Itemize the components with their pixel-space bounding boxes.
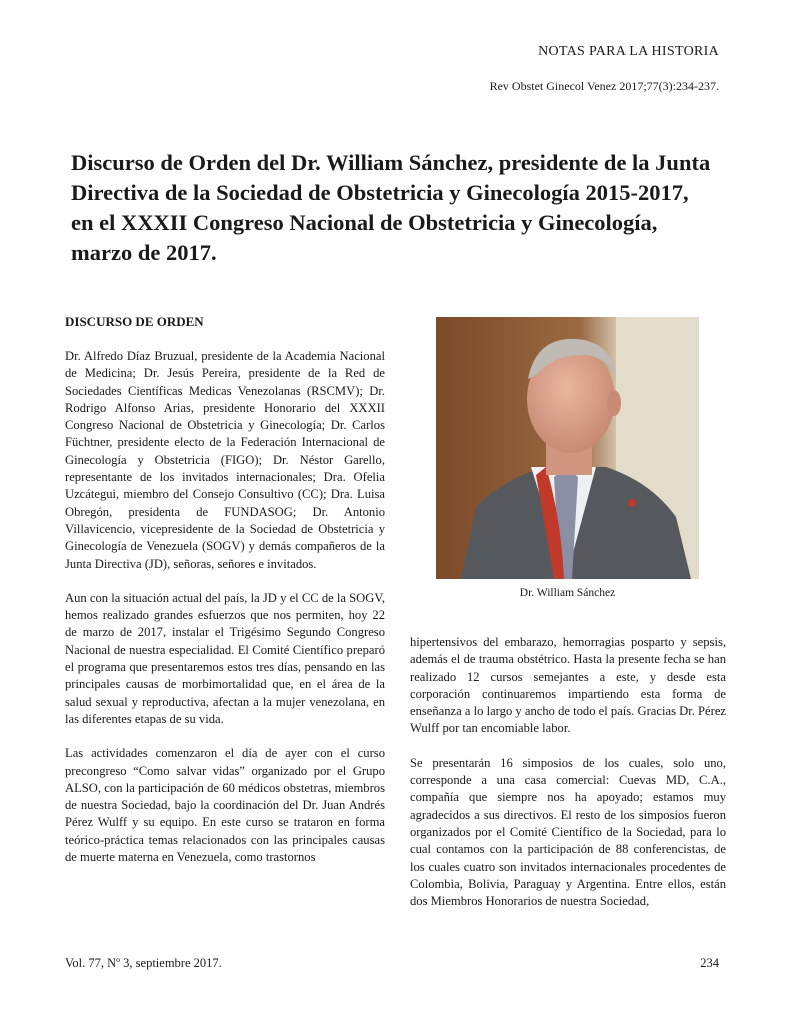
body-paragraph: Se presentarán 16 simposios de los cuales, solo uno, corresponde a una casa comercial: Cuevas MD, C.A., compañía que siempre nos ha apoyado; estamos muy agradecidos a sus directivos. El resto de los simposios fueron organizados por el Comité Científico de la Sociedad, para lo cual contamos con la participación de 88 conferencistas, de los cuales cuatro son invitados internacionales procedentes de Colombia, Bolivia, Paraguay y Argentina. Entre ellos, están dos Miembros Honorarios de nuestra Sociedad, (410, 755, 726, 909)
citation: Rev Obstet Ginecol Venez 2017;77(3):234-237. (489, 79, 719, 93)
page-number: 234 (700, 956, 719, 970)
section-label: NOTAS PARA LA HISTORIA (538, 44, 719, 59)
portrait-photo (436, 317, 699, 579)
body-paragraph: hipertensivos del embarazo, hemorragias posparto y sepsis, además el de trauma obstétrico. Hasta la presente fecha se han realizado 12 cursos semejantes a este, y desde esta corporación continuaremos impartiendo esta forma de enseñanza a lo largo y ancho de todo el país. Gracias Dr. Pérez Wulff por tan encomiable labor. (410, 635, 726, 736)
article-title: Discurso de Orden del Dr. William Sánchez, presidente de la Junta Directiva de la Sociedad de Obstetricia y Ginecología 2015-2017, en el XXXII Congreso Nacional de Obstetricia y Ginecología, marzo de 2017. (71, 150, 711, 265)
section-heading: DISCURSO DE ORDEN (65, 314, 204, 329)
body-paragraph: Las actividades comenzaron el día de ayer con el curso precongreso “Como salvar vidas” organizado por el Grupo ALSO, con la participación de 60 médicos obstetras, miembros de nuestra Sociedad, bajo la coordinación del Dr. Juan Andrés Pérez Wulff y su equipo. En este curso se trataron en forma teórico-práctica temas relacionados con las principales causas de muerte materna en Venezuela, como trastornos (65, 746, 385, 865)
right-column (410, 634, 726, 927)
body-paragraph: Aun con la situación actual del país, la JD y el CC de la SOGV, hemos realizado grandes esfuerzos que nos permiten, hoy 22 de marzo de 2017, instalar el Trigésimo Segundo Congreso Nacional de nuestra especialidad. El Comité Científico preparó el programa que presentaremos estos tres días, pensando en las principales causas de morbimortalidad que, en el área de la salud sexual y reproductiva, afectan a la mujer venezolana, en las diferentes etapas de su vida. (65, 590, 385, 726)
photo-caption: Dr. William Sánchez (519, 587, 616, 599)
footer-volume: Vol. 77, Nº 3, septiembre 2017. (65, 956, 222, 970)
left-column (65, 314, 385, 883)
body-paragraph: Dr. Alfredo Díaz Bruzual, presidente de la Academia Nacional de Medicina; Dr. Jesús Pereira, presidente de la Red de Sociedades Científicas Medicas Venezolanas (RSCMV); Dr. Rodrigo Alfonso Arias, presidente Honorario del XXXII Congreso Nacional de Obstetricia y Ginecología; Dr. Carlos Füchtner, presidente electo de la Federación Internacional de Ginecología y Obstetricia (FIGO); Dr. Néstor Garello, representante de los invitados internacionales; Dra. Ofelia Uzcátegui, miembro del Consejo Consultivo (CC); Dra. Luisa Obregón, presidenta de FUNDASOG; Dr. Antonio Villavicencio, vicepresidente de la Sociedad de Obstetricia y Ginecología de Venezuela (SOGV) y demás compañeros de la Junta Directiva (JD), señoras, señores e invitados. (65, 349, 385, 571)
